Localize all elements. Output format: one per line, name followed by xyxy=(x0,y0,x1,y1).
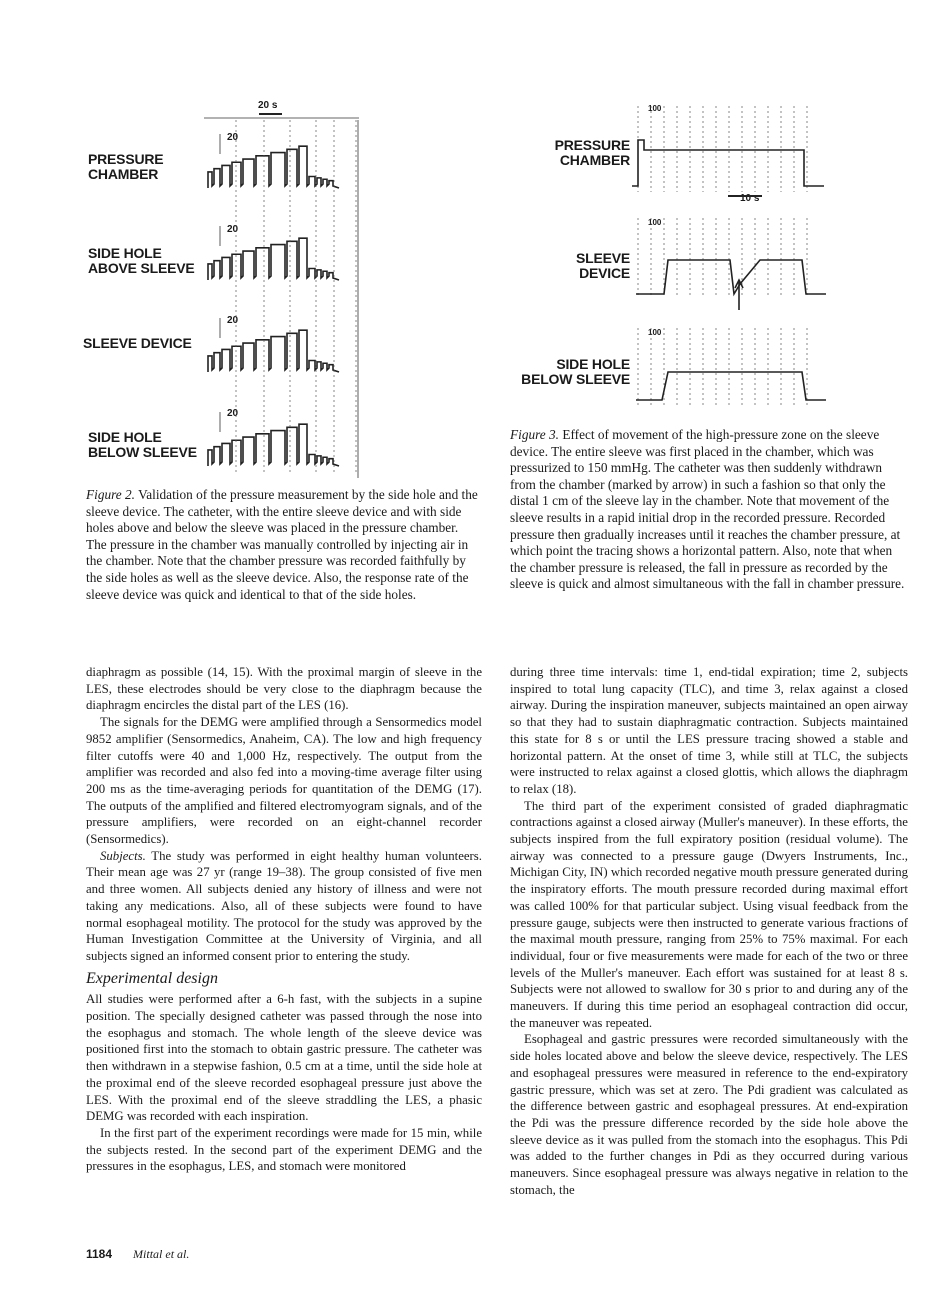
figure-2-trace-label-side-hole-below: SIDE HOLE BELOW SLEEVE xyxy=(88,429,197,460)
figure-2-pressure-scale-1: 20 xyxy=(227,132,239,143)
figure-2-trace-label-sleeve-device: SLEEVE DEVICE xyxy=(83,335,192,351)
figure-2 xyxy=(83,100,376,480)
figure-2-time-scale-label: 20 s xyxy=(258,100,278,111)
figure-3-pressure-scale-3: 100 xyxy=(648,328,662,337)
left-paragraph-5: In the first part of the experiment recordings were made for 15 min, while the subjects rested. In the second part of the experiment DEMG and the pressures in the esophagus, LES, and stomach were monitored xyxy=(86,1125,482,1174)
figure-3-pressure-scale-2: 100 xyxy=(648,218,662,227)
right-paragraph-3: Esophageal and gastric pressures were recorded simultaneously with the side holes located above and below the sleeve device, respectively. The LES and esophageal pressures were measured in reference to the end-expiratory gastric pressure, which was set at zero. The Pdi gradient was calculated as the difference between gastric and esophageal pressures. At end-expiration the Pdi was the pressure difference recorded by the side hole above the sleeve device as it was pulled from the stomach into the esophagus. This Pdi was added to the further changes in Pdi as they occurred during various maneuvers. Since esophageal pressure was always negative in relation to the stomach, the xyxy=(510,1032,908,1197)
section-heading: Experimental design xyxy=(86,969,218,987)
page-number: 1184 xyxy=(86,1247,113,1261)
left-paragraph-2: The signals for the DEMG were amplified through a Sensormedics model 9852 amplifier (Sensormedics, Anaheim, CA). The low and high frequency filter cutoffs were 40 and 1,000 Hz, respectively. The output from the amplifier was recorded and also fed into a moving-time average filter using 200 ms as the time-averaging periods for quantitation of the DEMG (17). The outputs of the amplified and filtered electromyogram signals, and of the pressure amplifiers, were recorded on an eight-channel recorder (Sensormedics). xyxy=(86,715,482,847)
subjects-text: The study was performed in eight healthy human volunteers. Their mean age was 27 yr (range 19–38). The group consisted of five men and three women. All subjects denied any history of illness and were not taking any medications. Also, all of these subjects were found to have normal esophageal motility. The protocol for the study was approved by the Human Investigation Committee at the University of Virginia, and all subjects signed an informed consent prior to entering the study. xyxy=(86,848,482,963)
figure-3-time-scale-label: 10 s xyxy=(740,193,760,204)
fig3-trace-side-hole xyxy=(636,372,826,400)
figure-3-traces xyxy=(508,100,838,415)
fig2-trace-2 xyxy=(208,330,339,372)
left-paragraph-3 xyxy=(86,848,482,965)
figure-3-trace-label-side-hole-below: SIDE HOLE BELOW SLEEVE xyxy=(521,356,630,387)
figure-3-pressure-scale-1: 100 xyxy=(648,104,662,113)
figure-2-pressure-scale-2: 20 xyxy=(227,224,239,235)
figure-3-caption-title: Figure 3. xyxy=(510,427,559,442)
figure-2-caption xyxy=(86,487,480,603)
figure-2-pressure-scale-4: 20 xyxy=(227,408,239,419)
figure-3-trace-label-sleeve-device: SLEEVE DEVICE xyxy=(575,250,630,281)
left-paragraph-4: All studies were performed after a 6-h fast, with the subjects in a supine position. The specially designed catheter was passed through the nose into the esophagus and stomach. The whole length of the sleeve device was positioned first into the stomach to obtain gastric pressure. The catheter was then withdrawn in a stepwise fashion, 0.5 cm at a time, until the side hole at the proximal end of the sleeve recorded esophageal pressure just above the LES. With the proximal end of the sleeve straddling the LES, a phasic DEMG was recorded with each inspiration. xyxy=(86,992,482,1124)
figure-3 xyxy=(508,100,838,415)
figure-2-trace-label-side-hole-above: SIDE HOLE ABOVE SLEEVE xyxy=(88,245,195,276)
right-paragraph-2: The third part of the experiment consisted of graded diaphragmatic contractions against a closed airway (Muller's maneuver). In these efforts, the subjects inspired from the full expiratory position (residual volume). The airway was connected to a pressure gauge (Dwyers Instruments, Inc., Michigan City, IN) which recorded negative mouth pressure generated during the inspiratory efforts. The mouth pressure recorded during maximal effort was called 100% for that particular subject. Using visual feedback from the pressure gauge, subjects were then instructed to generate various fractions of the maximal mouth pressure, ranging from 25% to 75% maximal. For each individual, four or five measurements were made for each of the two or three levels of the Muller's maneuver. Each effort was sustained for at least 8 s. Subjects were not allowed to swallow for 30 s prior to and during any of the maneuvers. If during this time period an esophageal contraction did occur, the maneuver was repeated. xyxy=(510,798,908,1030)
figure-2-traces xyxy=(86,100,376,480)
running-authors: Mittal et al. xyxy=(133,1247,190,1261)
fig2-trace-0 xyxy=(208,146,339,188)
subjects-lead: Subjects. xyxy=(100,848,146,863)
page-footer xyxy=(86,1247,189,1262)
left-column xyxy=(86,664,482,1175)
right-paragraph-1: during three time intervals: time 1, end-tidal expiration; time 2, subjects inspired to total lung capacity (TLC), and time 3, relax against a closed airway. During the inspiration maneuver, subjects maintained an open airway so that they had to sustain diaphragmatic contraction. Subjects maintained this state for 8 s or until the LES pressure tracing showed a stable and horizontal pattern. At the onset of time 3, while still at TLC, the subjects were instructed to relax against a closed glottis, which allows the diaphragm to relax (18). xyxy=(510,665,908,796)
figure-2-caption-text: Validation of the pressure measurement by the side hole and the sleeve device. The catheter, with the entire sleeve device and with side holes above and below the sleeve was placed in the pressure chamber. The pressure in the chamber was manually controlled by injecting air in the chamber. Note that the chamber pressure was recorded faithfully by the side holes as well as the sleeve device. Also, the response rate of the sleeve device was quick and identical to that of the side holes. xyxy=(86,487,478,602)
figure-3-trace-label-pressure-chamber: PRESSURE CHAMBER xyxy=(554,137,630,168)
figure-2-caption-title: Figure 2. xyxy=(86,487,135,502)
fig3-trace-sleeve xyxy=(636,260,826,294)
left-paragraph-1: diaphragm as possible (14, 15). With the proximal margin of sleeve in the LES, these electrodes should be very close to the diaphragm because the diaphragm encircles the distal part of the LES (16). xyxy=(86,665,482,713)
figure-3-caption xyxy=(510,427,906,593)
figure-2-pressure-scale-3: 20 xyxy=(227,315,239,326)
right-column xyxy=(510,664,908,1199)
fig2-trace-1 xyxy=(208,238,339,280)
fig3-trace-chamber xyxy=(632,140,824,186)
fig2-trace-3 xyxy=(208,424,339,466)
figure-2-trace-label-pressure-chamber: PRESSURE CHAMBER xyxy=(88,151,164,182)
figure-3-caption-text: Effect of movement of the high-pressure zone on the sleeve device. The entire sleeve was first placed in the chamber, which was pressurized to 150 mmHg. The catheter was then suddenly withdrawn from the chamber (marked by arrow) in such a fashion so that only the distal 1 cm of the sleeve lay in the chamber. Note that movement of the sleeve results in a rapid initial drop in the recorded pressure. Recorded pressure then gradually increases until it reaches the chamber pressure, at which point the tracing shows a horizontal pattern. Also, note that when the chamber pressure is released, the fall in pressure as recorded by the sleeve is quick and almost simultaneous with the fall in chamber pressure. xyxy=(510,427,905,592)
